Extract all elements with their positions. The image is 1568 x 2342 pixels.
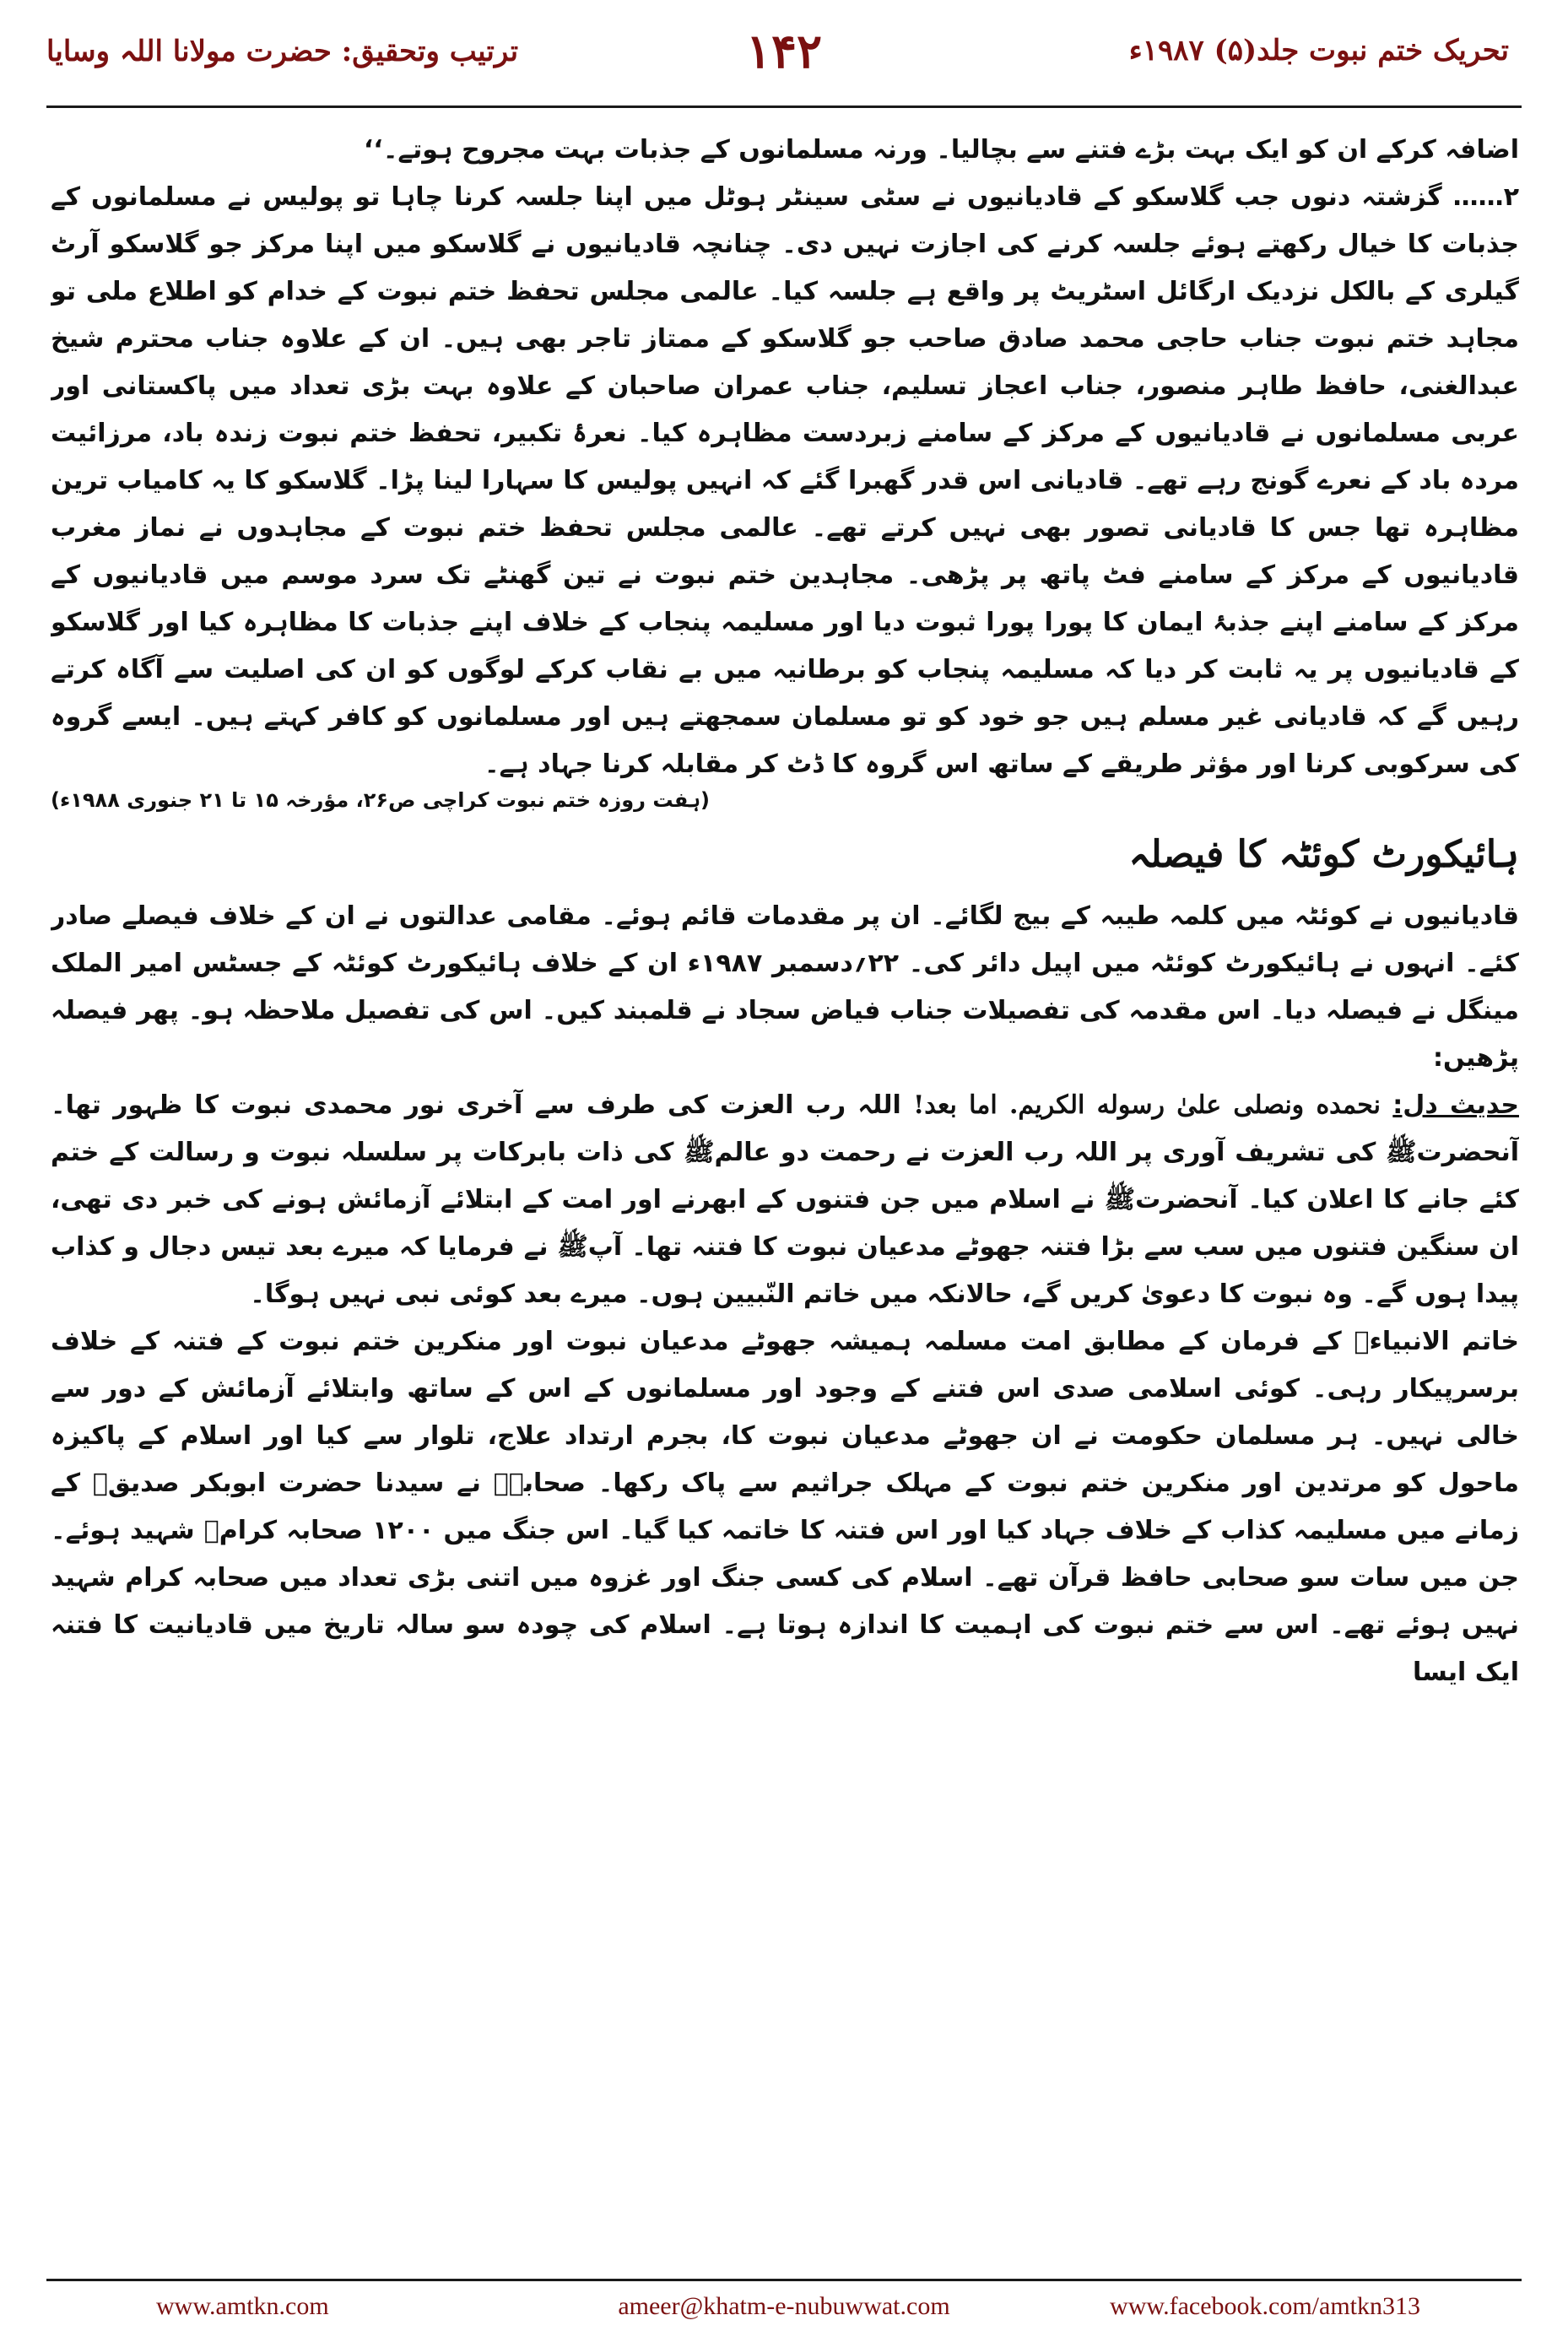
reference-citation: (ہفت روزہ ختم نبوت کراچی ص۲۶، مؤرخہ ۱۵ تا ۲۱ جنوری ۱۹۸۸ء) <box>51 788 711 812</box>
paragraph-4 <box>51 1082 1519 1318</box>
compiler-credit: ترتیب وتحقیق: حضرت مولانا اللہ وسایا <box>46 35 519 68</box>
paragraph-1: اضافہ کرکے ان کو ایک بہت بڑے فتنے سے بچالیا۔ ورنہ مسلمانوں کے جذبات بہت مجروح ہوتے۔‘‘ <box>364 135 1519 165</box>
page-body <box>51 127 1519 2270</box>
paragraph-2: ۲…… گزشتہ دنوں جب گلاسکو کے قادیانیوں نے سٹی سینٹر ہوٹل میں اپنا جلسہ کرنا چاہا تو پولیس نے مسلمانوں کے جذبات کا خیال رکھتے ہوئے جلسہ کرنے کی اجازت نہیں دی۔ چنانچہ قادیانیوں نے گلاسکو میں اپنا مرکز جو گلاسکو آرٹ گیلری کے بالکل نزدیک ارگائل اسٹریٹ پر واقع ہے جلسہ کیا۔ عالمی مجلس تحفظ ختم نبوت کے خدام کو اطلاع ملی تو مجاہد ختم نبوت جناب حاجی محمد صادق صاحب جو گلاسکو کے ممتاز تاجر بھی ہیں۔ ان کے علاوہ جناب محترم شیخ عبدالغنی، حافظ طاہر منصور، جناب اعجاز تسلیم، جناب عمران صاحبان کے علاوہ بہت بڑی تعداد میں پاکستانی اور عربی مسلمانوں نے قادیانیوں کے مرکز کے سامنے زبردست مظاہرہ کیا۔ نعرۂ تکبیر، تحفظ ختم نبوت زندہ باد، مرزائیت مردہ باد کے نعرے گونج رہے تھے۔ قادیانی اس قدر گھبرا گئے کہ انہیں پولیس کا سہارا لینا پڑا۔ گلاسکو کا یہ کامیاب ترین مظاہرہ تھا جس کا قادیانی تصور بھی نہیں کرتے تھے۔ عالمی مجلس تحفظ ختم نبوت کے مجاہدوں نے نماز مغرب قادیانیوں کے مرکز کے سامنے فٹ پاتھ پر پڑھی۔ مجاہدین ختم نبوت نے تین گھنٹے تک سرد موسم میں قادیانیوں کے مرکز کے سامنے اپنے جذبۂ ایمان کا پورا پورا ثبوت دیا اور مسلیمہ پنجاب کے خلاف اپنے جذبات کا مظاہرہ کیا اور گلاسکو کے قادیانیوں پر یہ ثابت کر دیا کہ مسلیمہ پنجاب کو برطانیہ میں بے نقاب کرکے لوگوں کو ان کی اصلیت سے آگاہ کرتے رہیں گے کہ قادیانی غیر مسلم ہیں جو خود کو تو مسلمان سمجھتے ہیں اور مسلمانوں کو کافر کہتے ہیں۔ ایسے گروہ کی سرکوبی کرنا اور مؤثر طریقے کے ساتھ اس گروہ کا ڈٹ کر مقابلہ کرنا جہاد ہے۔ <box>51 182 1519 779</box>
page-number: ۱۴۲ <box>745 24 823 79</box>
hadith-label: حدیث دل: <box>1392 1090 1519 1120</box>
email-link[interactable]: ameer@khatm-e-nubuwwat.com <box>618 2292 950 2320</box>
section-heading: ہائیکورٹ کوئٹہ کا فیصلہ <box>1128 833 1519 876</box>
page-header <box>0 0 1568 101</box>
paragraph-3: قادیانیوں نے کوئٹہ میں کلمہ طیبہ کے بیج لگائے۔ ان پر مقدمات قائم ہوئے۔ مقامی عدالتوں نے ان کے خلاف فیصلے صادر کئے۔ انہوں نے ہائیکورٹ کوئٹہ میں اپیل دائر کی۔ ۲۲؍دسمبر ۱۹۸۷ء ان کے خلاف ہائیکورٹ کوئٹہ کے جسٹس امیر الملک مینگل نے فیصلہ دیا۔ اس مقدمہ کی تفصیلات جناب فیاض سجاد نے قلمبند کیں۔ اس کی تفصیل ملاحظہ ہو۔ پھر فیصلہ پڑھیں: <box>51 901 1519 1073</box>
footer-divider <box>46 2279 1522 2281</box>
website-link[interactable]: www.amtkn.com <box>156 2292 329 2320</box>
facebook-link[interactable]: www.facebook.com/amtkn313 <box>1110 2292 1420 2320</box>
header-divider <box>46 105 1522 108</box>
paragraph-5: خاتم الانبیاءﷺ کے فرمان کے مطابق امت مسلمہ ہمیشہ جھوٹے مدعیان نبوت اور منکرین ختم نبوت کے فتنہ کے خلاف برسرپیکار رہی۔ کوئی اسلامی صدی اس فتنے کے وجود اور مسلمانوں کے اس کے ساتھ وابتلائے آزمائش کے دور سے خالی نہیں۔ ہر مسلمان حکومت نے ان جھوٹے مدعیان نبوت کا، بجرم ارتداد علاج، تلوار سے کیا اور اسلام کے پاکیزہ ماحول کو مرتدین اور منکرین ختم نبوت کے مہلک جراثیم سے پاک رکھا۔ صحابہؓ نے سیدنا حضرت ابوبکر صدیقؓ کے زمانے میں مسلیمہ کذاب کے خلاف جہاد کیا اور اس فتنہ کا خاتمہ کیا گیا۔ اس جنگ میں ۱۲۰۰ صحابہ کرامؓ شہید ہوئے۔ جن میں سات سو صحابی حافظ قرآن تھے۔ اسلام کی کسی جنگ اور غزوہ میں اتنی بڑی تعداد میں صحابہ کرام شہید نہیں ہوئے تھے۔ اس سے ختم نبوت کی اہمیت کا اندازہ ہوتا ہے۔ اسلام کی چودہ سو سالہ تاریخ میں قادیانیت کا فتنہ ایک ایسا <box>51 1327 1519 1687</box>
page-footer <box>0 2287 1568 2329</box>
reference-row <box>51 788 1519 812</box>
book-title: تحریک ختم نبوت جلد(۵) ۱۹۸۷ء <box>1128 34 1509 68</box>
paragraph-4-text: اللہ رب العزت کی طرف سے آخری نور محمدی نبوت کا ظہور تھا۔ آنحضرتﷺ کی تشریف آوری پر اللہ رب العزت نے رحمت دو عالمﷺ کی ذات بابرکات پر سلسلہ نبوت و رسالت کے ختم کئے جانے کا اعلان کیا۔ آنحضرتﷺ نے اسلام میں جن فتنوں کے ابھرنے اور امت کے ابتلائے آزمائش ہونے کی خبر دی تھی، ان سنگین فتنوں میں سب سے بڑا فتنہ جھوٹے مدعیان نبوت کا فتنہ تھا۔ آپﷺ نے فرمایا کہ میرے بعد تیس دجال و کذاب پیدا ہوں گے۔ وہ نبوت کا دعویٰ کریں گے، حالانکہ میں خاتم النّبیین ہوں۔ میرے بعد کوئی نبی نہیں ہوگا۔ <box>51 1090 1519 1309</box>
arabic-opening: نحمده ونصلی علیٰ رسوله الکریم. اما بعد! <box>913 1090 1381 1120</box>
